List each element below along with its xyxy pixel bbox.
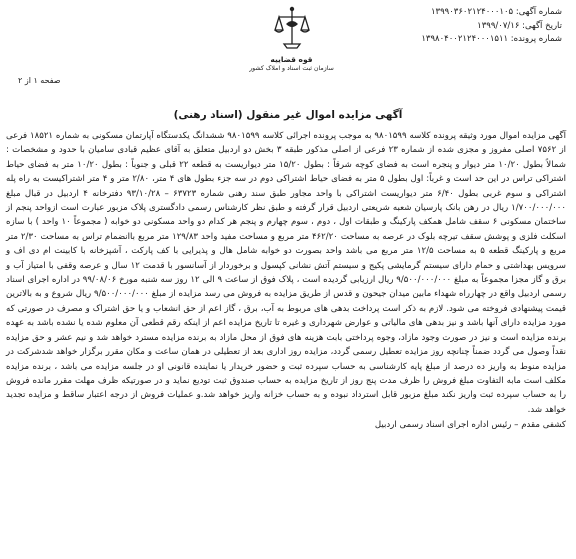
page-title: آگهی مزایده اموال غیر منقول (اسناد رهنی) [173, 109, 403, 121]
judiciary-emblem-icon [272, 4, 312, 54]
notice-date-label: تاریخ آگهی: [522, 20, 562, 31]
file-number-label: شماره پرونده: [510, 34, 562, 44]
org-name: قوه قضاییه [270, 55, 313, 64]
emblem [244, 4, 339, 72]
notice-meta [342, 6, 562, 47]
notice-paragraph: آگهی مزایده اموال مورد وثیقه پرونده کلاسه ۹۸۰۱۵۹۹ به موجب پرونده اجرائی کلاسه ۹۸۰۱۵۹۹ ششدانگ یکدستگاه آپارتمان مسکونی به شماره ۱۸۵۲۱ فرعی از ۷۵۶۲ اصلی مفروز و مجزی شده از شماره ۲۳ فرعی از اصلی مذکور طبقه ۳ بخش دو اردبیل متعلق به آقای عظیم قبادی سامیان با حدود و مشخصات : شمالاً بطول ۱۰/۲۰ متر دیوار و پنجره است به فضای کوچه شرقاً : بطول ۱۵/۲۰ متر دیواریست به قطعه ۲۲ قبلی و جنوباً : بطول ۱۰/۲۰ متر به فضای حیاط اشتراکی تراس در این حد است و غرباً: اول بطول ۵ متر به فضای حیاط اشتراکی دوم در سه جزء بطول های ۴ متر، ۲/۸۰ متر و ۴ متر اشتراکیست به راه پله اشتراکی و سوم غربی بطول ۶/۴۰ متر دیواریست اشتراکی با واحد مجاور طبق سند رهنی شماره ۶۳۷۲۳ – ۹۳/۱۰/۲۸ دفترخانه ۴ اردبیل در قبال مبلغ ۱/۷۰۰/۰۰۰/۰۰۰ ریال در رهن بانک پارسیان شعبه شریعتی اردبیل قرار گرفته و طبق نظر کارشناس رسمی دادگستری پلاک مزبور عبارت است ازواحد پنجم از ساختمان مسکونی ۶ سقف شامل همکف پارکینگ و طبقات اول ، دوم ، سوم چهارم و پنجم هر کدام دو واحد مسکونی دو خوابه ( مجموعاً ۱۰ واحد ) با سازه اسکلت فلزی و پوشش سقف تیرچه بلوک در عرصه به مساحت ۴۶۲/۲۰ متر مربع و مساحت مفید واحد ۱۲۹/۸۳ متر مربع باانضمام تراس به مساحت ۲/۳۰ متر مربع و پارکینگ قطعه ۵ به مساحت ۱۲/۵ متر مربع می باشد واحد بصورت دو خوابه شامل هال و پذیرایی با کف پارکت ، آشپزخانه با کابینت ام دی اف و سرویس بهداشتی و حمام دارای سیستم گرمایشی پکیج و سیستم آتش نشانی کپسول و برخوردار از آسانسور با قدمت ۱۲ سال و عرصه وقفی با امتیاز آب و برق و گاز مجزا مجموعاً به مبلغ ۹/۵۰۰/۰۰۰/۰۰۰ ریال ارزیابی گردیده است ، پلاک فوق از ساعت ۹ الی ۱۲ روز سه شنبه مورخ ۹۹/۰۸/۰۶ در اداره اجرای اسناد رسمی اردبیل واقع در چهارراه شهداء مابین میدان جیحون و قدس از طریق مزایده به فروش می رسد مزایده از مبلغ ۹/۵۰۰/۰۰۰/۰۰۰ ریال شروع و به بالاترین قیمت پیشنهادی فروخته می شود. لازم به ذکر است پرداخت بدهی های مربوط به آب، برق ، گاز اعم از حق انشعاب و یا حق اشتراک و مصرف در صورتی که مورد مزایده دارای آنها باشد و نیز بدهی های مالیاتی و عوارض شهرداری و غیره تا تاریخ مزایده اعم از اینکه رقم قطعی آن معلوم شده یا نشده باشد به عهده برنده مزایده است و نیز در صورت وجود مازاد، وجوه پرداختی بابت هزینه های فوق از محل مازاد به برنده مزایده مسترد خواهد شد و نیم عشر و حق مزایده نقداً وصول می گردد ضمناً چنانچه روز مزایده تعطیل رسمی گردد، مزایده روز اداری بعد از تعطیلی در همان ساعت و مکان مقرر برگزار خواهد شدشرکت در مزایده منوط به واریز ده درصد از مبلغ پایه کارشناسی به حساب سپرده ثبت و حضور خریدار یا نماینده قانونی او در جلسه مزایده می باشد ، برنده مزایده مکلف است مابه التفاوت مبلغ فروش را ظرف مدت پنج روز از تاریخ مزایده به حساب صندوق ثبت تودیع نماید و در صورتیکه ظرف مهلت مقرر مانده فروش را به حساب سپرده ثبت واریز نکند مبلغ مزبور قابل استرداد نبوده و به حساب خزانه واریز خواهد شد.و عملیات فروش از درجه اعتبار ساقط و مزایده تجدید خواهد شد. [6, 131, 567, 415]
notice-date: ۱۳۹۹/۰۷/۱۶ [477, 20, 520, 31]
page-number: صفحه ۱ از ۲ [18, 76, 61, 85]
notice-number: ۱۳۹۹۰۳۶۰۲۱۲۴۰۰۰۱۰۵ [430, 7, 514, 17]
notice-date-row [342, 20, 562, 34]
file-number-row [342, 33, 562, 47]
notice-number-label: شماره آگهی: [515, 7, 562, 17]
notice-number-row [342, 6, 562, 20]
signature: کشفی مقدم – رئیس اداره اجرای اسناد رسمی اردبیل [374, 420, 566, 431]
notice-body [6, 129, 566, 433]
file-number: ۱۳۹۸۰۴۰۰۲۱۲۴۰۰۰۱۵۱۱ [421, 34, 509, 44]
org-subname: سازمان ثبت اسناد و املاک کشور [249, 65, 334, 72]
